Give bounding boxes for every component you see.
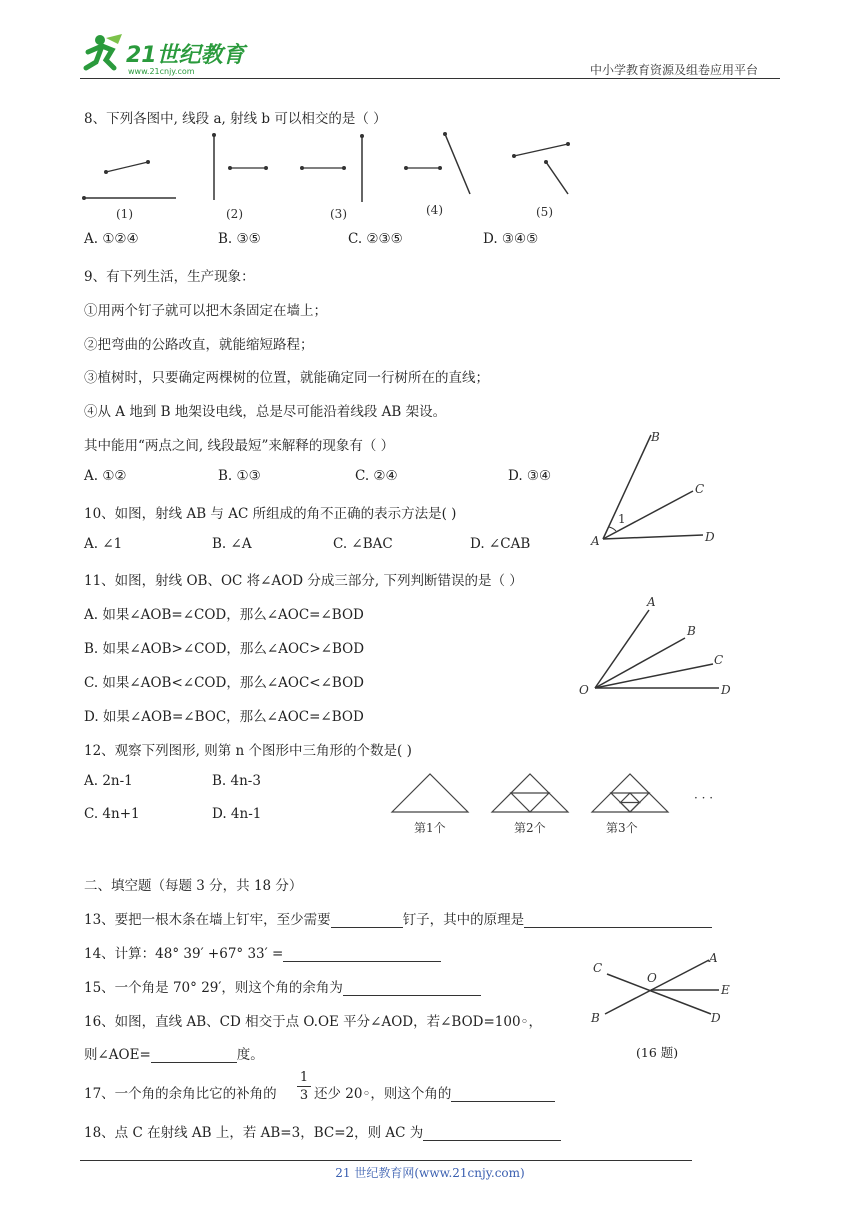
q13-text-a: 13、要把一根木条在墙上钉牢，至少需要 <box>84 912 331 928</box>
q8-fig-1 <box>82 160 176 200</box>
q10-option-b: B. ∠A <box>212 536 252 552</box>
q11-option-c: C. 如果∠AOB<∠COD，那么∠AOC<∠BOD <box>84 675 364 691</box>
q11-figure <box>575 592 745 702</box>
q10-option-a: A. ∠1 <box>84 536 123 552</box>
q14-text: 14、计算：48° 39′ +67° 33′ = <box>84 946 284 962</box>
q9-item: ②把弯曲的公路改直，就能缩短路程； <box>84 337 314 353</box>
q13-text-b: 钉子，其中的原理是 <box>402 912 525 928</box>
q16-label-c: C <box>593 961 603 975</box>
q14-blank[interactable] <box>283 947 441 962</box>
q12-option-d: D. 4n-1 <box>212 806 262 822</box>
q16-text-b: 则∠AOE= <box>84 1047 151 1063</box>
q16-label-d: D <box>711 1011 721 1025</box>
q8-option-a: A. ①②④ <box>84 231 139 247</box>
runner-icon <box>86 34 122 68</box>
q9-option-c: C. ②④ <box>355 468 398 484</box>
footer-text: 21 世纪教育网(www.21cnjy.com) <box>335 1166 525 1180</box>
q8-stem: 8、下列各图中, 线段 a, 射线 b 可以相交的是（ ） <box>84 111 387 127</box>
q15-text: 15、一个角是 70° 29′，则这个角的余角为 <box>84 980 343 996</box>
q8-figures <box>80 130 600 225</box>
site-logo <box>78 30 248 80</box>
q11-option-d: D. 如果∠AOB=∠BOC，那么∠AOC=∠BOD <box>84 709 364 725</box>
q8-fig-label: (2) <box>226 207 243 221</box>
q12-fig-label: 第1个 <box>414 821 446 835</box>
q13 <box>84 908 712 928</box>
q18-blank[interactable] <box>423 1126 561 1141</box>
logo-url: www.21cnjy.com <box>128 67 195 76</box>
q16-line-2 <box>84 1043 264 1063</box>
q9-option-a: A. ①② <box>84 468 127 484</box>
q16-figure <box>585 944 745 1030</box>
q11-label-o: O <box>579 683 589 697</box>
q12-ellipsis: · · · <box>694 791 714 805</box>
q8-fig-label: (4) <box>426 203 443 217</box>
q8-fig-5 <box>512 142 570 194</box>
platform-name: 中小学教育资源及组卷应用平台 <box>590 63 759 77</box>
q9-stem: 9、有下列生活，生产现象： <box>84 269 255 285</box>
header-rule <box>80 78 780 79</box>
q12-fig-1 <box>392 774 468 812</box>
q18 <box>84 1121 561 1141</box>
q15 <box>84 976 481 996</box>
q10-stem: 10、如图，射线 AB 与 AC 所组成的角不正确的表示方法是( ) <box>84 506 457 522</box>
q12-option-b: B. 4n-3 <box>212 773 261 789</box>
q10-label-d: D <box>705 530 715 544</box>
q12-fig-2 <box>492 774 568 812</box>
q16-blank[interactable] <box>151 1048 237 1063</box>
footer-rule <box>80 1160 692 1161</box>
q16-label-e: E <box>721 983 730 997</box>
q8-fig-4 <box>404 132 470 194</box>
q10-figure <box>585 425 735 550</box>
q8-fig-label: (3) <box>330 207 347 221</box>
q12-fig-label: 第3个 <box>606 821 638 835</box>
q12-figures <box>388 768 728 840</box>
q10-label-c: C <box>695 482 705 496</box>
q16-label-a: A <box>709 951 718 965</box>
q17-numerator: 1 <box>299 1070 309 1085</box>
q13-blank-1[interactable] <box>331 913 403 928</box>
q17-rest <box>314 1082 555 1102</box>
q16-text-c: 度。 <box>236 1047 264 1063</box>
q8-fig-2 <box>212 133 268 200</box>
q9-item: ③植树时，只要确定两棵树的位置，就能确定同一行树所在的直线； <box>84 370 489 386</box>
q17-text-a: 17、一个角的余角比它的补角的 <box>84 1086 277 1102</box>
q16-line-1: 16、如图，直线 AB、CD 相交于点 O.OE 平分∠AOD，若∠BOD=100◦， <box>84 1014 543 1030</box>
section-2-title: 二、填空题（每题 3 分，共 18 分） <box>84 878 303 894</box>
q10-option-c: C. ∠BAC <box>333 536 393 552</box>
q8-option-d: D. ③④⑤ <box>483 231 539 247</box>
q11-option-a: A. 如果∠AOB=∠COD，那么∠AOC=∠BOD <box>84 607 364 623</box>
q10-option-d: D. ∠CAB <box>470 536 531 552</box>
q10-label-angle-1: 1 <box>618 512 626 526</box>
q12-stem: 12、观察下列图形, 则第 n 个图形中三角形的个数是( ) <box>84 743 412 759</box>
q10-label-a: A <box>591 534 600 548</box>
q17 <box>84 1082 277 1102</box>
q11-label-d: D <box>721 683 731 697</box>
q9-option-b: B. ①③ <box>218 468 261 484</box>
q9-option-d: D. ③④ <box>508 468 552 484</box>
q17-fraction <box>297 1070 311 1103</box>
q8-fig-label: (5) <box>536 205 553 219</box>
q12-fig-label: 第2个 <box>514 821 546 835</box>
q9-item: ④从 A 地到 B 地架设电线，总是尽可能沿着线段 AB 架设。 <box>84 404 447 420</box>
q16-label-o: O <box>647 971 657 985</box>
q17-text-b: 还少 20◦，则这个角的 <box>314 1086 452 1102</box>
logo-text: 21世纪教育 <box>126 43 245 68</box>
q8-option-b: B. ③⑤ <box>218 231 261 247</box>
q17-denominator: 3 <box>299 1088 309 1103</box>
q16-caption: (16 题) <box>636 1045 679 1060</box>
q11-label-a: A <box>647 595 656 609</box>
q12-fig-3 <box>592 774 668 812</box>
q14 <box>84 942 441 962</box>
q13-blank-2[interactable] <box>524 913 712 928</box>
q8-fig-3 <box>300 134 364 202</box>
q16-label-b: B <box>591 1011 600 1025</box>
q15-blank[interactable] <box>343 981 481 996</box>
q11-stem: 11、如图，射线 OB、OC 将∠AOD 分成三部分, 下列判断错误的是（ ） <box>84 573 523 589</box>
q17-blank[interactable] <box>451 1087 555 1102</box>
q11-label-b: B <box>687 624 696 638</box>
q12-option-c: C. 4n+1 <box>84 806 140 822</box>
q9-item: ①用两个钉子就可以把木条固定在墙上； <box>84 303 327 319</box>
q8-fig-label: (1) <box>116 207 133 221</box>
q11-option-b: B. 如果∠AOB>∠COD，那么∠AOC>∠BOD <box>84 641 365 657</box>
q8-option-c: C. ②③⑤ <box>348 231 403 247</box>
q12-option-a: A. 2n-1 <box>84 773 133 789</box>
q10-label-b: B <box>651 430 660 444</box>
q9-question: 其中能用“两点之间, 线段最短”来解释的现象有（ ） <box>84 438 395 454</box>
q11-label-c: C <box>714 653 724 667</box>
q18-text: 18、点 C 在射线 AB 上，若 AB=3，BC=2，则 AC 为 <box>84 1125 424 1141</box>
